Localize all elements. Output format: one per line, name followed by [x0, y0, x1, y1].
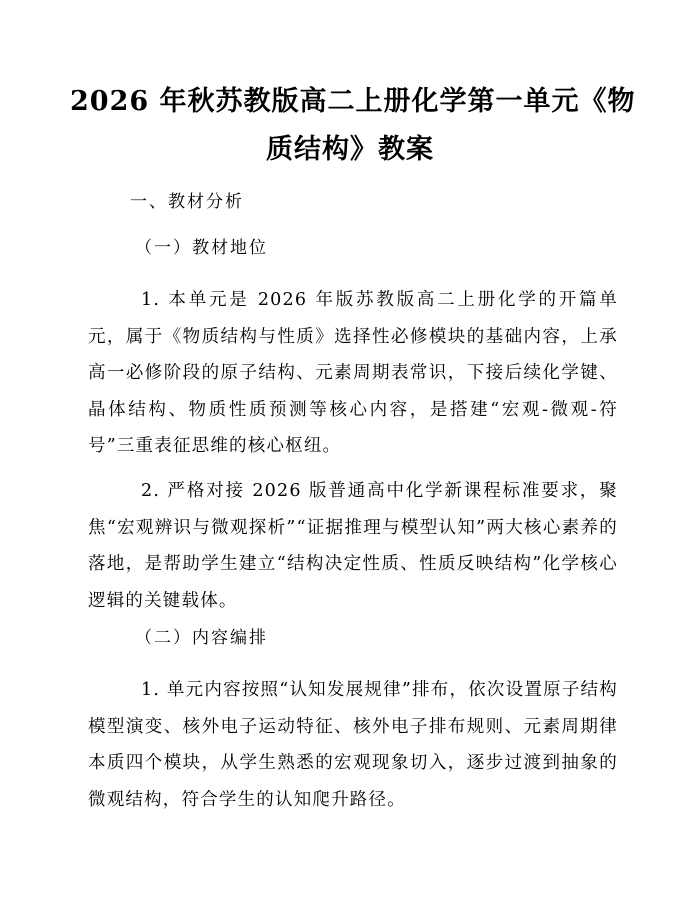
subsection-heading-textbook-status: （一）教材地位	[135, 238, 268, 258]
section-heading-textbook-analysis: 一、教材分析	[130, 192, 244, 212]
document-title-line-1: 2026 年秋苏教版高二上册化学第一单元《物	[70, 86, 636, 117]
paragraph-curriculum-standard: 2. 严格对接 2026 版普通高中化学新课程标准要求，聚焦“宏观辨识与微观探析”“证据推理与模型认知”两大核心素养的落地，是帮助学生建立“结构决定性质、性质反映结构”化学核心逻辑的关键载体。	[88, 481, 618, 611]
paragraph-unit-position: 1. 本单元是 2026 年版苏教版高二上册化学的开篇单元，属于《物质结构与性质》选择性必修模块的基础内容，上承高一必修阶段的原子结构、元素周期表常识，下接后续化学键、晶体结构、物质性质预测等核心内容，是搭建“宏观-微观-符号”三重表征思维的核心枢纽。	[88, 290, 618, 457]
paragraph-content-arrangement: 1. 单元内容按照“认知发展规律”排布，依次设置原子结构模型演变、核外电子运动特征、核外电子排布规则、元素周期律本质四个模块，从学生熟悉的宏观现象切入，逐步过渡到抽象的微观结构，符合学生的认知爬升路径。	[88, 680, 618, 810]
document-title-line-2: 质结构》教案	[266, 134, 434, 165]
subsection-heading-content-arrangement: （二）内容编排	[135, 628, 268, 648]
